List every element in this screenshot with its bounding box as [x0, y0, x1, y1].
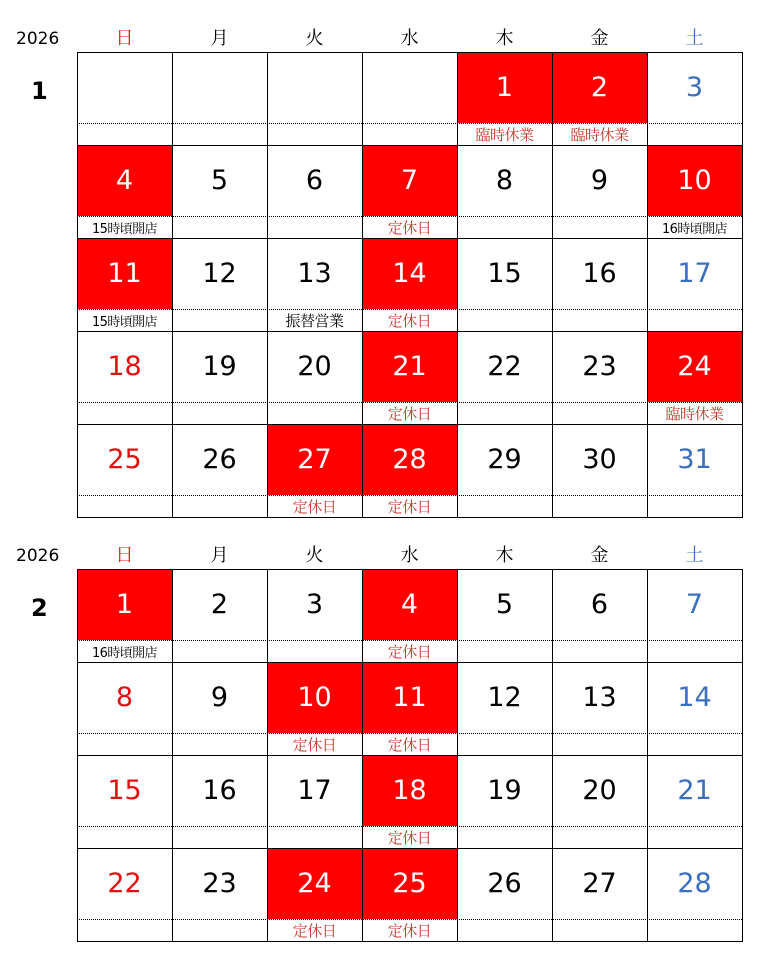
weekday-header: 火: [305, 545, 324, 566]
day-cell[interactable]: [552, 424, 647, 517]
grid-line: [742, 52, 743, 518]
month-number: 1: [31, 77, 48, 105]
day-number: 16: [202, 775, 237, 806]
day-cell[interactable]: [457, 238, 552, 331]
day-cell[interactable]: [267, 662, 362, 755]
day-number: 7: [362, 145, 457, 216]
day-number: 25: [362, 848, 457, 919]
calendar-year: 2026: [16, 29, 60, 49]
day-cell[interactable]: [77, 145, 172, 238]
day-cell[interactable]: [77, 331, 172, 424]
grid-line: [362, 52, 363, 518]
day-note: 臨時休業: [570, 125, 629, 144]
day-number: 6: [590, 589, 609, 620]
day-note: 16時頃開店: [662, 221, 727, 237]
day-cell[interactable]: [362, 331, 457, 424]
note-separator: [77, 640, 742, 641]
note-separator: [77, 216, 742, 217]
day-cell[interactable]: [267, 238, 362, 331]
grid-line: [77, 331, 743, 332]
day-cell[interactable]: [552, 662, 647, 755]
grid-line: [457, 52, 458, 518]
day-cell[interactable]: [77, 662, 172, 755]
day-cell[interactable]: [267, 52, 362, 145]
weekday-header: 月: [210, 28, 229, 49]
day-cell[interactable]: [457, 331, 552, 424]
note-separator: [77, 733, 742, 734]
day-note: 定休日: [387, 311, 432, 330]
day-number: 4: [77, 145, 172, 216]
month-calendar-2: [0, 545, 781, 943]
day-number: 2: [552, 52, 647, 123]
day-note: 定休日: [292, 735, 337, 754]
day-cell[interactable]: [172, 755, 267, 848]
day-number: 18: [362, 755, 457, 826]
day-cell[interactable]: [77, 238, 172, 331]
day-number: 31: [677, 444, 712, 475]
day-number: 5: [210, 165, 229, 196]
day-number: 19: [202, 351, 237, 382]
note-separator: [77, 309, 742, 310]
day-cell[interactable]: [362, 424, 457, 517]
day-cell[interactable]: [77, 569, 172, 662]
grid-line: [172, 569, 173, 942]
day-cell[interactable]: [457, 145, 552, 238]
day-number: 20: [297, 351, 332, 382]
day-cell[interactable]: [172, 424, 267, 517]
grid-line: [77, 569, 743, 570]
grid-line: [742, 569, 743, 942]
day-number: 29: [487, 444, 522, 475]
weekday-header: 土: [685, 545, 704, 566]
day-number: 10: [647, 145, 742, 216]
grid-line: [77, 145, 743, 146]
day-number: 13: [582, 682, 617, 713]
grid-line: [457, 569, 458, 942]
day-cell[interactable]: [457, 662, 552, 755]
day-number: 9: [590, 165, 609, 196]
day-cell[interactable]: [77, 848, 172, 941]
day-number: [77, 52, 172, 123]
day-number: 20: [582, 775, 617, 806]
day-number: 21: [362, 331, 457, 402]
day-number: 11: [362, 662, 457, 733]
month-calendar-1: [0, 28, 781, 519]
weekday-header: 土: [685, 28, 704, 49]
grid-line: [362, 569, 363, 942]
day-cell[interactable]: [362, 52, 457, 145]
day-number: 21: [677, 775, 712, 806]
day-note: 臨時休業: [475, 125, 534, 144]
day-note: 定休日: [387, 642, 432, 661]
day-cell[interactable]: [552, 52, 647, 145]
day-note: 定休日: [387, 218, 432, 237]
weekday-header: 日: [115, 545, 134, 566]
day-number: 19: [487, 775, 522, 806]
day-number: 13: [297, 258, 332, 289]
day-cell[interactable]: [267, 331, 362, 424]
day-number: 11: [77, 238, 172, 309]
day-cell[interactable]: [362, 662, 457, 755]
day-cell[interactable]: [552, 331, 647, 424]
grid-line: [77, 941, 743, 942]
weekday-header: 木: [495, 28, 514, 49]
grid-line: [77, 569, 78, 942]
day-number: 12: [487, 682, 522, 713]
day-cell[interactable]: [172, 331, 267, 424]
day-cell[interactable]: [647, 238, 742, 331]
day-number: 18: [107, 351, 142, 382]
grid-line: [77, 52, 78, 518]
day-number: 1: [457, 52, 552, 123]
day-number: 23: [202, 868, 237, 899]
weekday-header: 金: [590, 545, 609, 566]
day-cell[interactable]: [457, 755, 552, 848]
day-number: 24: [267, 848, 362, 919]
day-number: 17: [677, 258, 712, 289]
day-cell[interactable]: [362, 755, 457, 848]
day-cell[interactable]: [172, 52, 267, 145]
day-number: 12: [202, 258, 237, 289]
day-number: 8: [115, 682, 134, 713]
day-note: 16時頃開店: [92, 645, 157, 661]
weekday-header: 木: [495, 545, 514, 566]
day-cell[interactable]: [647, 848, 742, 941]
grid-line: [647, 569, 648, 942]
grid-line: [77, 755, 743, 756]
grid-line: [267, 52, 268, 518]
weekday-header: 月: [210, 545, 229, 566]
day-number: [172, 52, 267, 123]
day-cell[interactable]: [362, 145, 457, 238]
day-cell[interactable]: [552, 755, 647, 848]
day-note: 定休日: [387, 404, 432, 423]
day-cell[interactable]: [647, 662, 742, 755]
day-number: 15: [487, 258, 522, 289]
day-cell[interactable]: [172, 848, 267, 941]
day-number: 26: [487, 868, 522, 899]
day-number: 7: [685, 589, 704, 620]
day-note: 定休日: [387, 735, 432, 754]
day-cell[interactable]: [647, 145, 742, 238]
day-number: 17: [297, 775, 332, 806]
day-note: 振替営業: [285, 311, 344, 330]
grid-line: [267, 569, 268, 942]
calendar-year: 2026: [16, 546, 60, 566]
day-note: 臨時休業: [665, 404, 724, 423]
day-number: 16: [582, 258, 617, 289]
grid-line: [77, 848, 743, 849]
day-note: 15時頃開店: [92, 314, 157, 330]
grid-line: [77, 424, 743, 425]
day-number: 28: [677, 868, 712, 899]
day-number: 27: [267, 424, 362, 495]
day-number: [267, 52, 362, 123]
day-number: 23: [582, 351, 617, 382]
day-number: 2: [210, 589, 229, 620]
day-cell[interactable]: [362, 238, 457, 331]
day-cell[interactable]: [457, 848, 552, 941]
note-separator: [77, 495, 742, 496]
day-number: 30: [582, 444, 617, 475]
day-cell[interactable]: [457, 569, 552, 662]
note-separator: [77, 919, 742, 920]
day-cell[interactable]: [77, 424, 172, 517]
day-number: [362, 52, 457, 123]
day-number: 6: [305, 165, 324, 196]
day-number: 1: [77, 569, 172, 640]
day-cell[interactable]: [552, 145, 647, 238]
day-note: 定休日: [387, 497, 432, 516]
day-number: 27: [582, 868, 617, 899]
grid-line: [552, 52, 553, 518]
day-cell[interactable]: [172, 145, 267, 238]
grid-line: [647, 52, 648, 518]
day-number: 4: [362, 569, 457, 640]
day-cell[interactable]: [457, 424, 552, 517]
note-separator: [77, 123, 742, 124]
day-cell[interactable]: [647, 569, 742, 662]
note-separator: [77, 826, 742, 827]
day-cell[interactable]: [172, 238, 267, 331]
grid-line: [77, 517, 743, 518]
day-number: 28: [362, 424, 457, 495]
day-number: 15: [107, 775, 142, 806]
day-cell[interactable]: [267, 848, 362, 941]
day-cell[interactable]: [267, 424, 362, 517]
grid-line: [77, 662, 743, 663]
day-note: 15時頃開店: [92, 221, 157, 237]
day-number: 25: [107, 444, 142, 475]
day-cell[interactable]: [172, 569, 267, 662]
day-cell[interactable]: [647, 755, 742, 848]
day-cell[interactable]: [552, 238, 647, 331]
day-cell[interactable]: [267, 569, 362, 662]
day-number: 22: [107, 868, 142, 899]
grid-line: [172, 52, 173, 518]
day-number: 10: [267, 662, 362, 733]
weekday-header: 日: [115, 28, 134, 49]
calendar-grid: [77, 569, 743, 942]
weekday-header: 水: [400, 28, 419, 49]
day-number: 14: [677, 682, 712, 713]
calendar-grid: [77, 52, 743, 518]
day-number: 26: [202, 444, 237, 475]
day-cell[interactable]: [362, 569, 457, 662]
grid-line: [77, 238, 743, 239]
day-note: 定休日: [387, 828, 432, 847]
day-number: 3: [305, 589, 324, 620]
day-cell[interactable]: [552, 569, 647, 662]
day-cell[interactable]: [172, 662, 267, 755]
weekday-header: 金: [590, 28, 609, 49]
day-cell[interactable]: [267, 145, 362, 238]
note-separator: [77, 402, 742, 403]
day-number: 24: [647, 331, 742, 402]
weekday-header: 火: [305, 28, 324, 49]
month-number: 2: [31, 594, 48, 622]
day-cell[interactable]: [552, 848, 647, 941]
day-cell[interactable]: [77, 52, 172, 145]
day-cell[interactable]: [77, 755, 172, 848]
day-cell[interactable]: [457, 52, 552, 145]
day-note: 定休日: [292, 497, 337, 516]
day-cell[interactable]: [647, 331, 742, 424]
day-number: 22: [487, 351, 522, 382]
day-cell[interactable]: [362, 848, 457, 941]
day-note: 定休日: [292, 921, 337, 940]
day-cell[interactable]: [647, 424, 742, 517]
day-number: 8: [495, 165, 514, 196]
grid-line: [552, 569, 553, 942]
day-number: 9: [210, 682, 229, 713]
day-cell[interactable]: [267, 755, 362, 848]
day-cell[interactable]: [647, 52, 742, 145]
grid-line: [77, 52, 743, 53]
day-number: 5: [495, 589, 514, 620]
day-number: 3: [685, 72, 704, 103]
weekday-header: 水: [400, 545, 419, 566]
day-number: 14: [362, 238, 457, 309]
day-note: 定休日: [387, 921, 432, 940]
